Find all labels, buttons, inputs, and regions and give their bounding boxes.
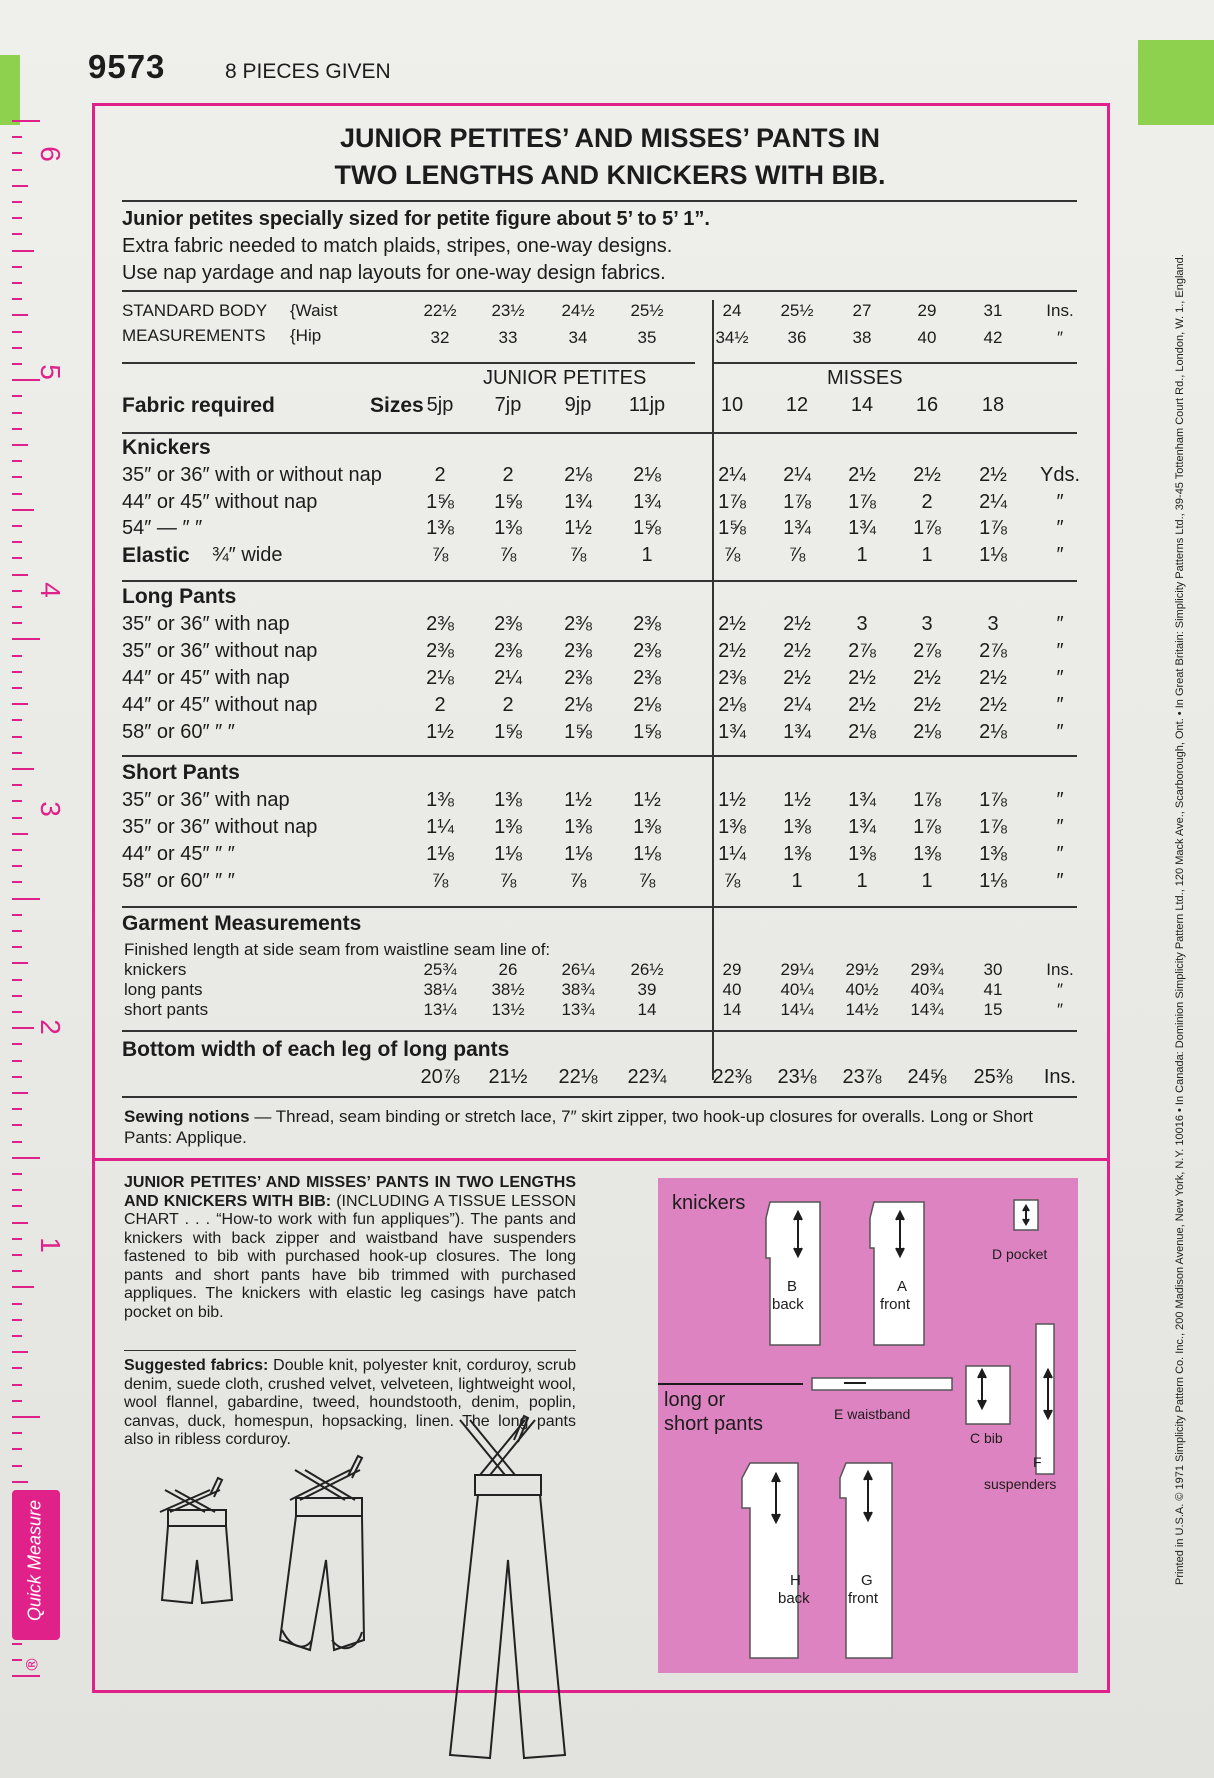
row-label: 35″ or 36″ without nap: [122, 640, 318, 662]
title-line-2: TWO LENGTHS AND KNICKERS WITH BIB.: [334, 160, 886, 190]
table-cell: 14: [722, 1000, 742, 1019]
piece-f-letter: F: [1033, 1454, 1042, 1470]
table-cell: 14¼: [780, 1000, 814, 1019]
piece-e-name: E waistband: [834, 1406, 911, 1422]
table-cell: 25¾: [423, 960, 457, 979]
table-cell: 1⅞: [783, 490, 811, 513]
table-cell: 1: [856, 870, 868, 892]
notions-text: — Thread, seam binding or stretch lace, 7″ skirt zipper, two hook-up closures for overalls. Long or Short Pants: Applique.: [124, 1107, 1033, 1147]
table-cell: 1⅝: [494, 721, 522, 743]
table-cell: 2⅜: [564, 613, 592, 635]
table-cell: 1½: [783, 789, 811, 811]
row-label: 58″ or 60″ ″ ″: [122, 870, 235, 892]
piece-h-name: back: [778, 1590, 810, 1607]
unit-cell: ″: [1056, 667, 1064, 689]
table-cell: 2½: [783, 640, 811, 662]
hip-cell: 40: [917, 328, 937, 347]
hip-cell: 38: [852, 328, 872, 347]
body-measurements-label: STANDARD BODY: [122, 301, 268, 320]
table-cell: 13¾: [561, 1000, 595, 1019]
body-measurements-label: MEASUREMENTS: [122, 326, 266, 345]
ruler-number: 2: [34, 1019, 66, 1035]
waist-cell: 22½: [423, 301, 457, 320]
unit-cell: Ins.: [1046, 960, 1074, 979]
table-cell: 1⅜: [718, 816, 746, 838]
table-cell: 1¾: [564, 490, 592, 513]
unit-cell: ″: [1056, 694, 1064, 716]
piece-c-bib: [966, 1366, 1010, 1424]
piece-f-name: suspenders: [984, 1476, 1057, 1492]
table-cell: 2½: [979, 694, 1007, 716]
table-cell: 1⅜: [783, 816, 811, 838]
row-label: 35″ or 36″ with nap: [122, 613, 290, 635]
unit-cell: Ins.: [1043, 1066, 1077, 1088]
table-cell: 2½: [848, 464, 876, 486]
table-cell: 14¾: [910, 1000, 944, 1019]
table-cell: 1⅜: [783, 843, 811, 865]
long-pants-heading: Long Pants: [122, 585, 237, 608]
table-cell: 38½: [491, 980, 525, 999]
hip-cell: 42: [983, 328, 1003, 347]
table-cell: 1⅞: [979, 517, 1007, 539]
table-cell: 2¼: [718, 464, 746, 486]
knickers-pieces-label: knickers: [672, 1192, 746, 1214]
table-cell: 2: [434, 694, 446, 716]
table-cell: 1⅞: [913, 789, 941, 811]
table-cell: 1⅜: [848, 843, 876, 865]
table-cell: 22⅛: [558, 1066, 598, 1088]
table-cell: 1: [641, 543, 653, 566]
table-cell: 2½: [718, 613, 746, 635]
piece-g-front: [840, 1463, 892, 1658]
unit-cell: ″: [1056, 980, 1064, 999]
unit-cell: ″: [1056, 640, 1064, 662]
size-header: 9jp: [564, 394, 592, 416]
table-cell: 2⅜: [718, 667, 746, 689]
table-cell: 2⅜: [494, 640, 522, 662]
table-cell: 1⅞: [848, 490, 876, 513]
piece-h-back: [742, 1463, 798, 1658]
table-cell: 20⅞: [420, 1066, 460, 1088]
unit-cell: Yds.: [1039, 464, 1081, 486]
size-header: 5jp: [426, 394, 454, 416]
table-cell: 2⅛: [633, 694, 661, 716]
ruler-number: 5: [34, 364, 66, 381]
piece-d-name: D pocket: [992, 1246, 1048, 1262]
table-cell: 1⅜: [633, 816, 661, 838]
table-cell: 2⅞: [848, 640, 876, 662]
long-or-label: long or: [664, 1389, 726, 1411]
table-cell: 1⅜: [564, 816, 592, 838]
table-cell: 23⅞: [842, 1066, 882, 1088]
title-line-1: JUNIOR PETITES’ AND MISSES’ PANTS IN: [339, 123, 881, 153]
table-cell: 14: [637, 1000, 657, 1019]
table-cell: 1⅛: [426, 843, 454, 865]
hip-cell: 34: [568, 328, 588, 347]
table-cell: ⅞: [723, 870, 741, 892]
waist-cell: 24: [722, 301, 742, 320]
piece-g-name: front: [848, 1590, 879, 1607]
table-cell: 22¾: [627, 1066, 667, 1088]
table-cell: 1⅝: [633, 517, 661, 539]
piece-a-letter: A: [897, 1278, 908, 1295]
unit-cell: ″: [1056, 1000, 1064, 1019]
fabric-required-label: Fabric required: [122, 394, 275, 417]
table-cell: 2⅜: [426, 640, 454, 662]
table-cell: 1⅞: [718, 490, 746, 513]
table-cell: 2½: [913, 464, 941, 486]
row-label: 44″ or 45″ ″ ″: [122, 843, 235, 865]
table-cell: 2½: [979, 667, 1007, 689]
hip-cell: 33: [498, 328, 518, 347]
row-label: long pants: [124, 980, 203, 999]
table-cell: 1¼: [718, 843, 746, 865]
row-label: 44″ or 45″ without nap: [122, 694, 318, 716]
table-cell: 1⅛: [564, 843, 592, 865]
intro-line-3: Use nap yardage and nap layouts for one-way design fabrics.: [122, 262, 666, 284]
table-cell: 1¼: [426, 816, 454, 838]
table-cell: 2⅛: [913, 721, 941, 743]
intro-line-2: Extra fabric needed to match plaids, stripes, one-way designs.: [122, 235, 673, 257]
table-cell: 1⅜: [913, 843, 941, 865]
table-cell: 38¾: [561, 980, 595, 999]
knickers-illustration: [280, 1456, 364, 1650]
table-cell: 2½: [848, 667, 876, 689]
row-label: 54″ — ″ ″: [122, 517, 203, 539]
unit-cell: ″: [1056, 517, 1064, 539]
table-cell: 2¼: [979, 490, 1007, 513]
table-cell: 23⅛: [777, 1066, 817, 1088]
row-label: 35″ or 36″ with nap: [122, 789, 290, 811]
piece-c-name: C bib: [970, 1430, 1003, 1446]
table-cell: 38¼: [423, 980, 457, 999]
table-cell: 1½: [564, 789, 592, 811]
bottom-width-heading: Bottom width of each leg of long pants: [122, 1038, 510, 1061]
table-cell: 3: [856, 613, 868, 635]
table-cell: 2⅜: [633, 667, 661, 689]
table-cell: 1¾: [848, 816, 876, 838]
row-label: 44″ or 45″ with nap: [122, 667, 290, 689]
table-cell: 26¼: [561, 960, 595, 979]
table-cell: 1¾: [848, 789, 876, 811]
table-cell: 1⅛: [979, 870, 1007, 892]
row-label: 35″ or 36″ with or without nap: [122, 464, 382, 486]
table-cell: 1⅞: [913, 517, 941, 539]
table-cell: 1⅝: [494, 490, 522, 513]
table-cell: 1⅝: [718, 517, 746, 539]
table-cell: 13½: [491, 1000, 525, 1019]
table-cell: 2: [502, 694, 514, 716]
table-cell: ⅞: [499, 870, 517, 892]
table-cell: 29½: [845, 960, 879, 979]
piece-b-knickers-back: [766, 1202, 820, 1345]
table-cell: 2: [921, 490, 933, 513]
fabrics-label: Suggested fabrics:: [124, 1357, 269, 1374]
table-cell: ⅞: [431, 543, 449, 566]
table-cell: ⅞: [569, 543, 587, 566]
table-cell: 2½: [913, 667, 941, 689]
table-cell: 2⅛: [564, 694, 592, 716]
unit-cell: ″: [1056, 721, 1064, 743]
row-label: knickers: [124, 960, 187, 979]
table-cell: 2⅜: [564, 640, 592, 662]
fabrics-text: Double knit, polyester knit, corduroy, scrub denim, suede cloth, crushed velvet, velveteen, lightweight wool, wool flannel, gabardine, tweed, houndstooth, denim, poplin, canvas, duck, homespun, hopsacking, linen. The long pants also in ribless corduroy.: [124, 1357, 577, 1448]
table-cell: 13¼: [423, 1000, 457, 1019]
unit-cell: ″: [1056, 789, 1064, 811]
table-cell: 2½: [979, 464, 1007, 486]
table-cell: 1⅜: [494, 789, 522, 811]
row-label: 35″ or 36″ without nap: [122, 816, 318, 838]
unit-cell: ″: [1056, 613, 1064, 635]
unit-cell: Ins.: [1046, 301, 1074, 320]
table-cell: 1⅜: [494, 517, 522, 539]
table-cell: 1½: [564, 517, 592, 539]
hip-cell: 35: [637, 328, 657, 347]
table-cell: 30: [983, 960, 1003, 979]
table-cell: 1½: [718, 789, 746, 811]
long-pants-illustration: [450, 1416, 565, 1758]
table-cell: 2: [502, 464, 514, 486]
table-cell: 1: [856, 543, 868, 566]
piece-b-name: back: [772, 1296, 804, 1313]
table-cell: 2⅞: [979, 640, 1007, 662]
description-bold: JUNIOR PETITES’ AND MISSES’ PANTS IN TWO LENGTHS AND KNICKERS WITH BIB:: [124, 1174, 576, 1210]
table-cell: ⅞: [638, 870, 656, 892]
piece-b-letter: B: [786, 1278, 797, 1295]
table-cell: 1⅝: [633, 721, 661, 743]
table-cell: 2¼: [494, 667, 522, 689]
short-pants-heading: Short Pants: [122, 761, 240, 784]
waist-label: {Waist: [290, 301, 338, 320]
pattern-number: 9573: [88, 48, 166, 85]
table-cell: 1⅛: [979, 543, 1007, 566]
table-cell: 1½: [633, 789, 661, 811]
table-cell: 1⅝: [426, 490, 454, 513]
unit-cell: ″: [1056, 843, 1064, 865]
garment-measurements-heading: Garment Measurements: [122, 912, 362, 935]
copyright-side-text: Printed in U.S.A. © 1971 Simplicity Pattern Co. Inc., 200 Madison Avenue, New York, N.Y. 10016 • In Canada: Dominion Simplicity Pattern Ltd., 120 Mack Ave., Scarborough, Ont. • In Great Britain: Simplicity Patterns Ltd., 39-45 Tottenham Court Rd., London, W. 1., England.: [1174, 254, 1186, 1585]
table-cell: 2½: [848, 694, 876, 716]
unit-cell: ″: [1056, 816, 1064, 838]
table-cell: 2½: [783, 613, 811, 635]
table-cell: 2⅜: [426, 613, 454, 635]
table-cell: 15: [983, 1000, 1003, 1019]
table-cell: ⅞: [788, 543, 806, 566]
elastic-label: Elastic: [122, 543, 190, 567]
intro-bold: Junior petites specially sized for petite figure about 5’ to 5’ 1”.: [122, 208, 710, 230]
ruler-number: 3: [34, 800, 66, 817]
table-cell: 3: [921, 613, 933, 635]
table-cell: 2⅛: [426, 667, 454, 689]
table-cell: 2½: [718, 640, 746, 662]
quick-measure-label: Quick Measure: [24, 1499, 45, 1622]
table-cell: 1⅝: [564, 721, 592, 743]
notions-label: Sewing notions: [124, 1107, 250, 1126]
waist-cell: 31: [983, 301, 1003, 320]
shorts-illustration: [160, 1478, 232, 1603]
table-cell: 40¼: [780, 980, 814, 999]
table-cell: 40¾: [910, 980, 944, 999]
row-label: 58″ or 60″ ″ ″: [122, 721, 235, 743]
table-cell: 2⅛: [633, 464, 661, 486]
table-cell: 2⅛: [979, 721, 1007, 743]
table-cell: 41: [983, 980, 1003, 999]
table-cell: ⅞: [499, 543, 517, 566]
garment-measurements-subtitle: Finished length at side seam from waistline seam line of:: [124, 940, 551, 959]
table-cell: 1⅞: [979, 816, 1007, 838]
size-header: 16: [915, 394, 939, 416]
ruler-number: 4: [34, 582, 66, 599]
table-cell: 1¾: [783, 721, 811, 743]
size-header: 10: [720, 394, 744, 416]
table-cell: 1¾: [718, 721, 746, 743]
unit-cell: ″: [1056, 490, 1064, 513]
table-cell: 1½: [426, 721, 454, 743]
table-cell: 29¼: [780, 960, 814, 979]
table-cell: 1⅞: [913, 816, 941, 838]
table-cell: 1⅜: [426, 789, 454, 811]
waist-cell: 25½: [780, 301, 814, 320]
table-cell: 14½: [845, 1000, 879, 1019]
table-cell: 1⅜: [979, 843, 1007, 865]
short-pants-label: short pants: [664, 1413, 763, 1435]
size-header: 18: [981, 394, 1005, 416]
piece-h-letter: H: [790, 1572, 801, 1589]
ruler-number: 6: [34, 146, 66, 162]
table-cell: 29: [722, 960, 742, 979]
table-cell: 1¾: [633, 490, 661, 513]
pattern-pieces-panel: [658, 1178, 1078, 1673]
table-cell: 1⅛: [494, 843, 522, 865]
table-cell: 25⅜: [973, 1066, 1013, 1088]
misses-heading: MISSES: [827, 367, 903, 389]
table-cell: 29¾: [910, 960, 944, 979]
hip-cell: 34½: [715, 328, 749, 347]
sizes-label: Sizes: [370, 394, 424, 417]
size-header: 7jp: [494, 394, 522, 416]
table-cell: 2⅜: [564, 667, 592, 689]
junior-petites-heading: JUNIOR PETITES: [483, 367, 647, 389]
piece-a-knickers-front: [870, 1202, 924, 1345]
table-cell: 2½: [783, 667, 811, 689]
table-cell: ⅞: [569, 870, 587, 892]
ruler-number: 1: [34, 1237, 66, 1254]
table-cell: 1: [921, 870, 933, 892]
table-cell: 2⅜: [633, 613, 661, 635]
table-cell: 2: [434, 464, 446, 486]
table-cell: 26½: [630, 960, 664, 979]
table-cell: 2¼: [783, 694, 811, 716]
unit-cell: ″: [1056, 870, 1064, 892]
table-cell: 1: [921, 543, 933, 566]
size-header: 12: [785, 394, 809, 416]
table-cell: 2⅜: [494, 613, 522, 635]
table-cell: 2¼: [783, 464, 811, 486]
table-cell: 26: [498, 960, 518, 979]
table-cell: 1¾: [848, 517, 876, 539]
table-cell: 1⅞: [979, 789, 1007, 811]
piece-g-letter: G: [861, 1572, 873, 1589]
unit-cell: ″: [1056, 543, 1064, 566]
table-cell: 2½: [913, 694, 941, 716]
hip-cell: 32: [430, 328, 450, 347]
size-header: 11jp: [628, 394, 666, 416]
piece-f-suspenders: [1036, 1324, 1054, 1474]
table-cell: 22⅜: [712, 1066, 752, 1088]
table-cell: 3: [987, 613, 999, 635]
waist-cell: 27: [852, 301, 872, 320]
size-header: 14: [850, 394, 874, 416]
knickers-heading: Knickers: [122, 436, 211, 459]
row-label: short pants: [124, 1000, 209, 1019]
description-text: (INCLUDING A TISSUE LESSON CHART . . . “How-to work with fun appliques”). The pants and knickers with back zipper and waistband have suspenders fastened to bib with purchased hook-up closures. The long pants and short pants have bib trimmed with purchased appliques. The knickers with elastic leg casings have patch pocket on bib.: [124, 1192, 576, 1321]
table-cell: 2⅜: [633, 640, 661, 662]
table-cell: ⅞: [723, 543, 741, 566]
waist-cell: 25½: [630, 301, 664, 320]
table-cell: 1⅜: [494, 816, 522, 838]
table-cell: 40½: [845, 980, 879, 999]
table-cell: 1¾: [783, 517, 811, 539]
table-cell: 24⅝: [907, 1066, 947, 1088]
table-cell: 1: [791, 870, 803, 892]
table-cell: 1⅜: [426, 517, 454, 539]
table-cell: 2⅛: [718, 694, 746, 716]
unit-cell: ″: [1056, 328, 1064, 347]
registered-mark: ®: [22, 1656, 42, 1673]
table-cell: 1⅛: [633, 843, 661, 865]
hip-label: {Hip: [290, 326, 322, 345]
hip-cell: 36: [787, 328, 807, 347]
piece-e-waistband: [812, 1378, 952, 1390]
table-cell: 2⅛: [564, 464, 592, 486]
waist-cell: 24½: [561, 301, 595, 320]
row-label: 44″ or 45″ without nap: [122, 490, 318, 513]
table-cell: 2⅞: [913, 640, 941, 662]
pieces-given: 8 PIECES GIVEN: [225, 60, 391, 83]
table-cell: 40: [722, 980, 742, 999]
table-cell: 2⅛: [848, 721, 876, 743]
table-cell: 21½: [488, 1066, 528, 1088]
table-cell: 39: [637, 980, 657, 999]
elastic-width: ¾″ wide: [212, 543, 283, 566]
piece-a-name: front: [880, 1296, 911, 1313]
waist-cell: 23½: [491, 301, 525, 320]
table-cell: ⅞: [431, 870, 449, 892]
waist-cell: 29: [917, 301, 937, 320]
